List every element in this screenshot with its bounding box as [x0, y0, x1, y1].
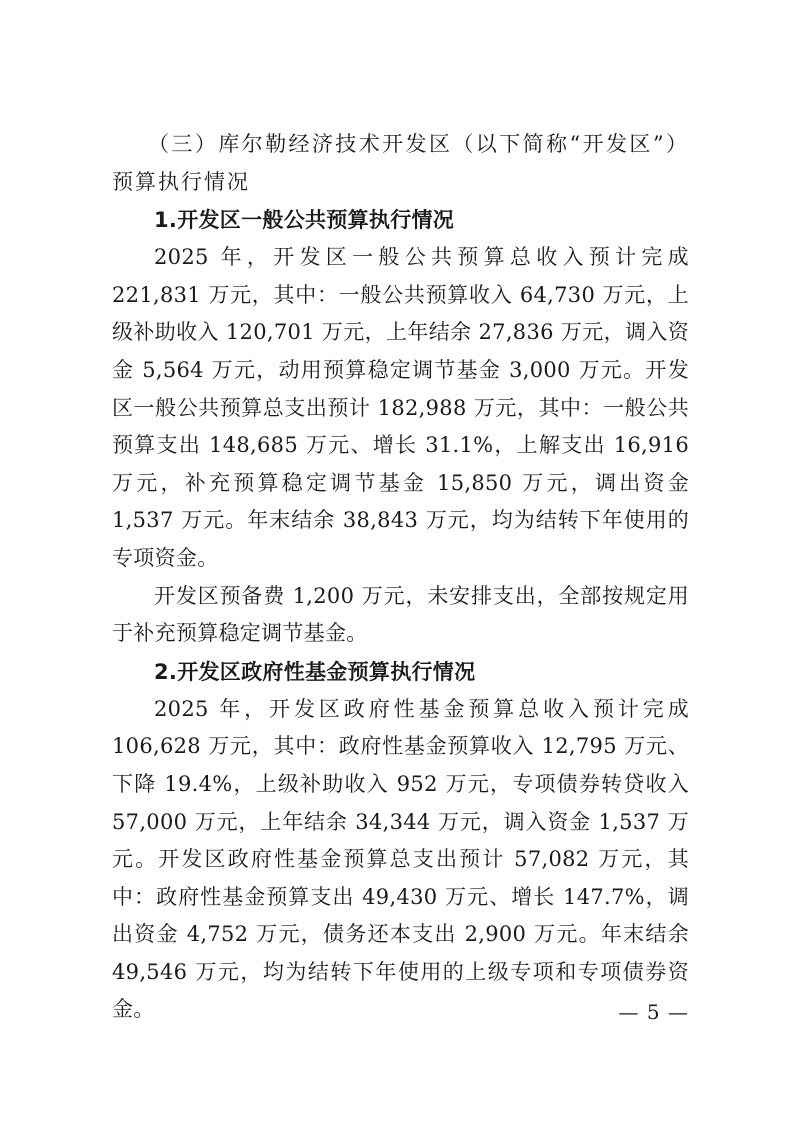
- paragraph-general-budget-summary: 2025 年，开发区一般公共预算总收入预计完成 221,831 万元，其中：一般公共预算收入 64,730 万元，上级补助收入 120,701 万元，上年结余 27,836 万元，调入资金 5,564 万元，动用预算稳定调节基金 3,000 万元。开发区一般公共预算总支出预计 182,988 万元，其中：一般公共预算支出 148,685 万元、增长 31.1%，上解支出 16,916 万元，补充预算稳定调节基金 15,850 万元，调出资金 1,537 万元。年末结余 38,843 万元，均为结转下年使用的专项资金。: [112, 245, 689, 570]
- paragraph-reserve-fund: 开发区预备费 1,200 万元，未安排支出，全部按规定用于补充预算稳定调节基金。: [112, 583, 689, 646]
- paragraph-government-fund-summary: 2025 年，开发区政府性基金预算总收入预计完成 106,628 万元，其中：政府性基金预算收入 12,795 万元、下降 19.4%，上级补助收入 952 万元，专项债券转贷收入 57,000 万元，上年结余 34,344 万元，调入资金 1,537 万元。开发区政府性基金预算总支出预计 57,082 万元，其中：政府性基金预算支出 49,430 万元、增长 147.7%，调出资金 4,752 万元，债务还本支出 2,900 万元。年末结余 49,546 万元，均为结转下年使用的上级专项和专项债券资金。: [112, 696, 689, 1022]
- section-heading: （三）库尔勒经济技术开发区（以下简称“开发区”）预算执行情况: [112, 132, 689, 194]
- document-page: [112, 126, 689, 1029]
- page-number: — 5 —: [618, 1000, 689, 1024]
- subsection-heading-government-fund: 2.开发区政府性基金预算执行情况: [154, 659, 476, 684]
- subsection-heading-general-budget: 1.开发区一般公共预算执行情况: [154, 208, 455, 233]
